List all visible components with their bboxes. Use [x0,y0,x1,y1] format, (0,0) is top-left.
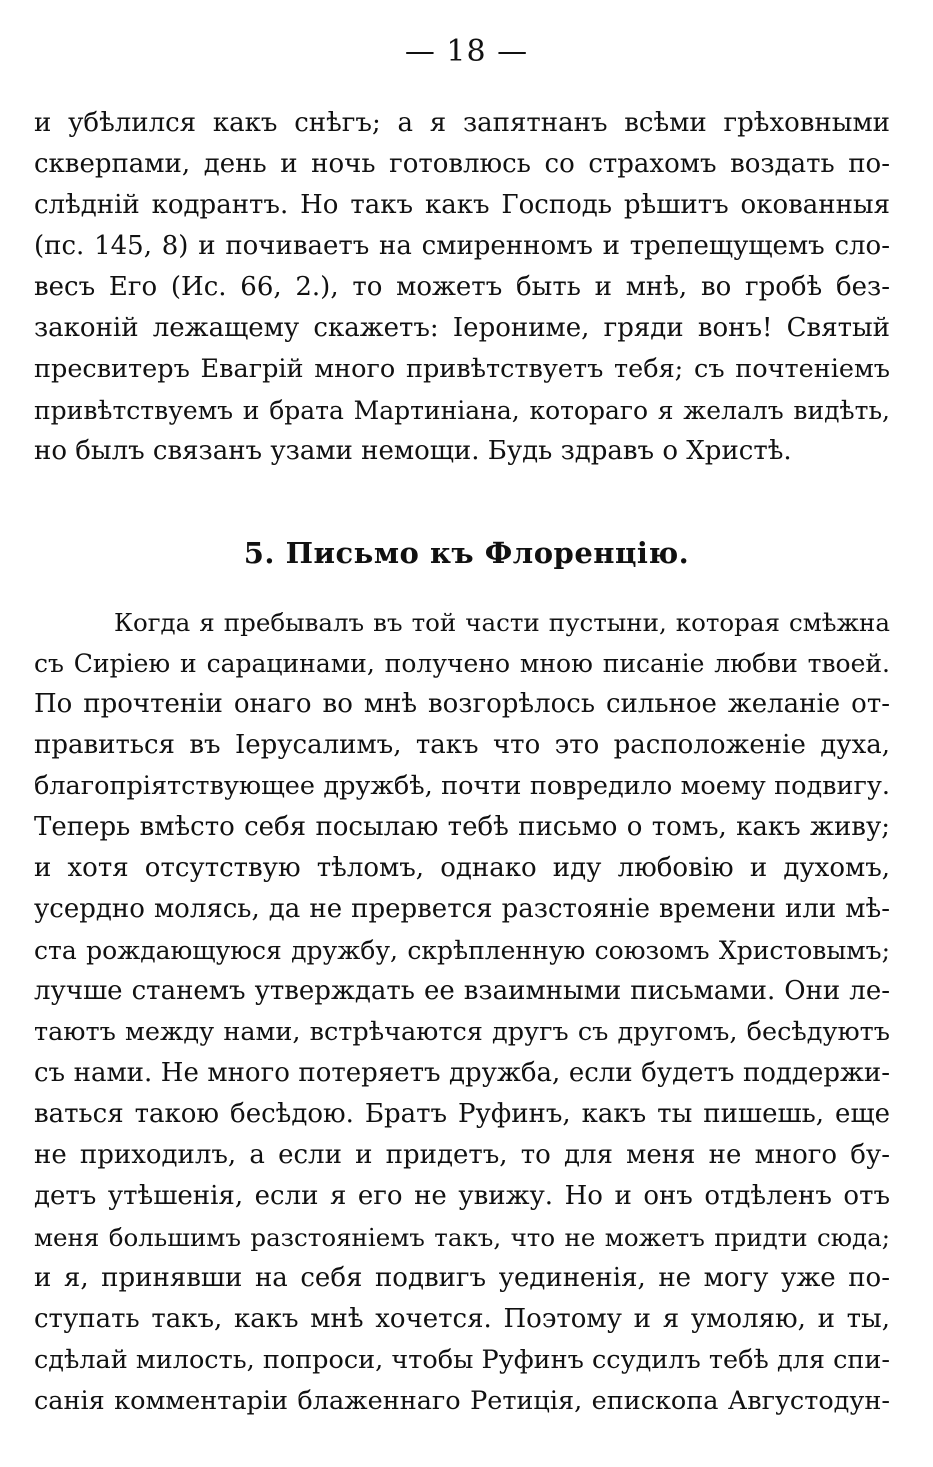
text-line: ступать такъ, какъ мнѣ хочется. Поэтому и я умоляю, и ты, [34,1304,890,1334]
text-line: таютъ между нами, встрѣчаются другъ съ другомъ, бесѣдуютъ [34,1017,890,1047]
text-line: и хотя отсутствую тѣломъ, однако иду любовiю и духомъ, [34,853,890,883]
text-line: Теперь вмѣсто себя посылаю тебѣ письмо о томъ, какъ живу; [34,812,890,842]
text-line: лучше станемъ утверждать ее взаимными письмами. Они ле- [34,976,890,1006]
text-line: сдѣлай милость, попроси, чтобы Руфинъ ссудилъ тебѣ для спи- [34,1345,890,1375]
text-line: правиться въ Iерусалимъ, такъ что это расположенiе духа, [34,730,890,760]
text-line: пресвитеръ Евагрiй много привѣтствуетъ тебя; съ почтенiемъ [34,354,890,384]
text-line: не приходилъ, а если и придетъ, то для меня не много бу- [34,1140,890,1170]
text-line: съ Сирiею и сарацинами, получено мною писанiе любви твоей. [34,649,890,678]
text-line: детъ утѣшенiя, если я его не увижу. Но и онъ отдѣленъ отъ [34,1181,890,1211]
text-line: (пс. 145, 8) и почиваетъ на смиренномъ и трепещущемъ сло- [34,231,890,261]
text-line: усердно молясь, да не прервется разстоянiе времени или мѣ- [34,894,890,924]
letter-paragraph [34,602,890,1422]
page-number: — 18 — [404,34,529,69]
text-line: но былъ связанъ узами немощи. Будь здравъ о Христѣ. [34,436,792,466]
text-line: благопрiятствующее дружбѣ, почти повредило моему подвигу. [34,771,890,801]
text-line: меня большимъ разстоянiемъ такъ, что не можетъ придти сюда; [34,1223,890,1252]
text-line: и я, принявши на себя подвигъ уединенiя, не могу уже по- [34,1263,890,1293]
text-line: санiя комментарiи блаженнаго Ретицiя, епископа Августодун- [34,1386,890,1416]
text-line: скверпами, день и ночь готовлюсь со страхомъ воздать по- [34,149,890,179]
text-line: законiй лежащему скажетъ: Iерониме, гряди вонъ! Святый [34,313,890,343]
text-line: ста рождающуюся дружбу, скрѣпленную союзомъ Христовымъ; [34,936,890,965]
text-line: привѣтствуемъ и брата Мартинiана, котораго я желалъ видѣть, [34,396,890,425]
text-line: По прочтенiи онаго во мнѣ возгорѣлось сильное желанiе от- [34,689,890,719]
text-line: ваться такою бесѣдою. Братъ Руфинъ, какъ ты пишешь, еще [34,1099,890,1129]
text-line: слѣднiй кодрантъ. Но такъ какъ Господь рѣшитъ окованныя [34,190,890,220]
text-line: съ нами. Не много потеряетъ дружба, если будетъ поддержи- [34,1058,890,1088]
text-line: и убѣлился какъ снѣгъ; а я запятнанъ всѣми грѣховными [34,108,890,138]
text-line: Когда я пребывалъ въ той части пустыни, которая смѣжна [114,608,890,637]
text-line: весъ Его (Ис. 66, 2.), то можетъ быть и мнѣ, во гробѣ без- [34,272,890,302]
section-heading: 5. Письмо къ Флоренцiю. [243,536,690,570]
paragraph-continuation [34,103,890,472]
